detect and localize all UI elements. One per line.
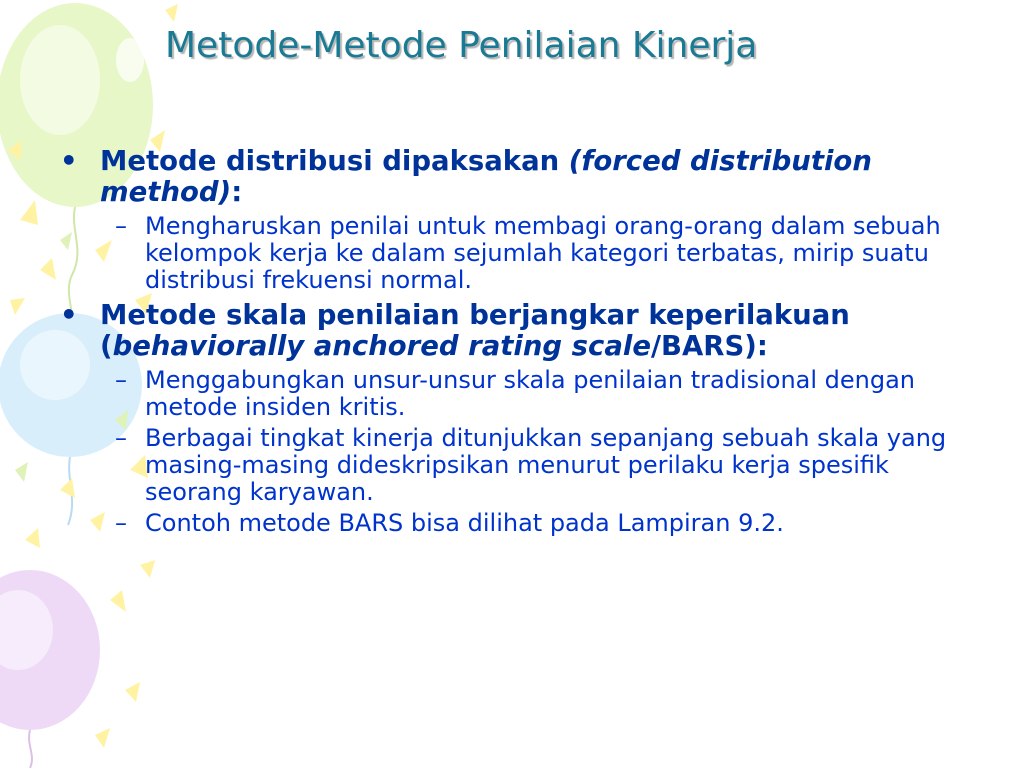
bullet-text-italic: behaviorally anchored rating scale: [112, 330, 651, 362]
dash-icon: –: [115, 212, 127, 240]
dash-icon: –: [115, 509, 127, 537]
subpoint-item: [115, 424, 960, 506]
bullet-item-bars: [60, 300, 960, 362]
bullet-item-forced-distribution: [60, 146, 960, 208]
bullet-text: Metode skala penilaian berjangkar keperilakuan (: [100, 299, 850, 362]
subpoint-text: Mengharuskan penilai untuk membagi orang-orang dalam sebuah kelompok kerja ke dalam sejumlah kategori terbatas, mirip suatu distribusi frekuensi normal.: [145, 212, 941, 294]
dash-icon: –: [115, 366, 127, 394]
bullet-text-italic: (forced distribution method): [100, 145, 872, 208]
bullet-icon: •: [60, 299, 78, 331]
purple-balloon-icon: [0, 570, 100, 768]
subpoint-item: [115, 366, 960, 421]
subpoint-text: Menggabungkan unsur-unsur skala penilaian tradisional dengan metode insiden kritis.: [145, 366, 916, 421]
page-title: Metode-Metode Penilaian Kinerja: [165, 25, 758, 66]
bullet-text-suffix: /BARS):: [650, 330, 768, 362]
subpoint-text: Berbagai tingkat kinerja ditunjukkan sepanjang sebuah skala yang masing-masing dideskripsikan menurut perilaku kerja spesifik seorang karyawan.: [145, 424, 947, 506]
subpoint-item: [115, 212, 960, 294]
bullet-icon: •: [60, 145, 78, 177]
dash-icon: –: [115, 424, 127, 452]
subpoint-text: Contoh metode BARS bisa dilihat pada Lampiran 9.2.: [145, 509, 784, 537]
bullet-list: [60, 146, 960, 537]
bullet-text: Metode distribusi dipaksakan: [100, 145, 569, 177]
bullet-text-suffix: :: [231, 176, 243, 208]
subpoint-item: [115, 509, 960, 537]
